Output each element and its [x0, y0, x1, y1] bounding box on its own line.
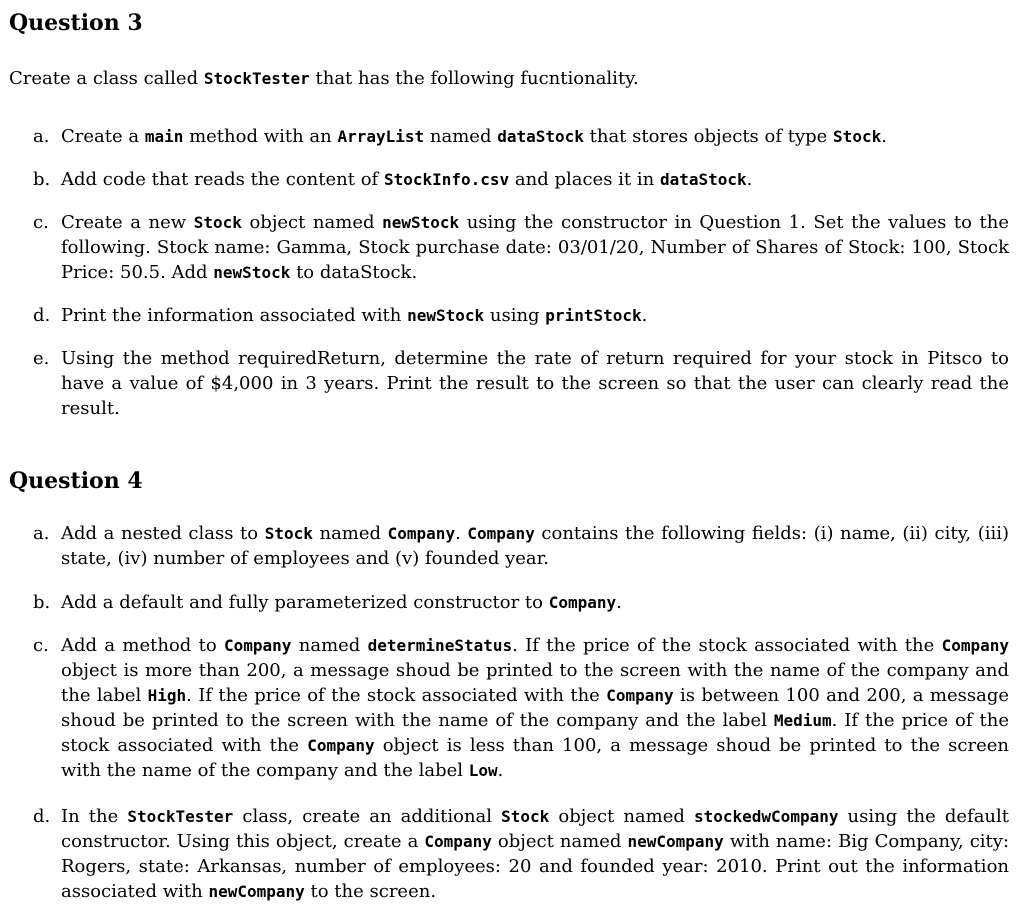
question-4-item-b: [33, 590, 1009, 615]
item-text: Add a method to Company named determineStatus. If the price of the stock associated with the Company object is more than 200, a message shoud be printed to the screen with the name of the company and the label High. If the price of the stock associated with the Company is between 100 and 200, a message shoud be printed to the screen with the name of the company and the label Medium. If the price of the stock associated with the Company object is less than 100, a message shoud be printed to the screen with the name of the company and the label Low.: [61, 635, 1010, 781]
item-label: d.: [33, 305, 51, 326]
question-4-item-a: [33, 521, 1009, 571]
item-text: Create a main method with an ArrayList named dataStock that stores objects of type Stock.: [61, 126, 887, 147]
item-label: a.: [33, 523, 50, 544]
item-label: c.: [33, 635, 49, 656]
item-text: Add a default and fully parameterized constructor to Company.: [61, 592, 622, 613]
item-label: b.: [33, 592, 51, 613]
item-text: Add a nested class to Stock named Company. Company contains the following fields: (i) name, (ii) city, (iii) state, (iv) number of employees and (v) founded year.: [61, 523, 1010, 569]
question-3-item-b: [33, 167, 1009, 192]
item-label: a.: [33, 126, 50, 147]
question-3-item-e: [33, 346, 1009, 421]
item-label: c.: [33, 212, 49, 233]
item-text: Using the method requiredReturn, determine the rate of return required for your stock in Pitsco to have a value of $4,000 in 3 years. Print the result to the screen so that the user can clearly read the result.: [61, 348, 1009, 419]
question-4-item-d: [33, 804, 1009, 904]
question-3-intro: Create a class called StockTester that has the following fucntionality.: [9, 68, 639, 89]
item-text: In the StockTester class, create an additional Stock object named stockedwCompany using the default constructor. Using this object, create a Company object named newCompany with name: Big Company, city: Rogers, state: Arkansas, number of employees: 20 and founded year: 2010. Print out the information associated with newCompany to the screen.: [61, 806, 1010, 902]
question-3-item-a: [33, 124, 1009, 149]
item-label: e.: [33, 348, 50, 369]
question-3-item-c: [33, 210, 1009, 285]
item-text: Add code that reads the content of StockInfo.csv and places it in dataStock.: [61, 169, 753, 190]
question-4-heading: Question 4: [9, 468, 143, 494]
item-label: d.: [33, 806, 51, 827]
question-3-heading: Question 3: [9, 10, 143, 36]
question-4-item-c: [33, 633, 1009, 783]
item-text: Print the information associated with newStock using printStock.: [61, 305, 648, 326]
question-3-item-d: [33, 303, 1009, 328]
item-label: b.: [33, 169, 51, 190]
item-text: Create a new Stock object named newStock using the constructor in Question 1. Set the values to the following. Stock name: Gamma, Stock purchase date: 03/01/20, Number of Shares of Stock: 100, Stock Price: 50.5. Add newStock to dataStock.: [61, 212, 1009, 283]
